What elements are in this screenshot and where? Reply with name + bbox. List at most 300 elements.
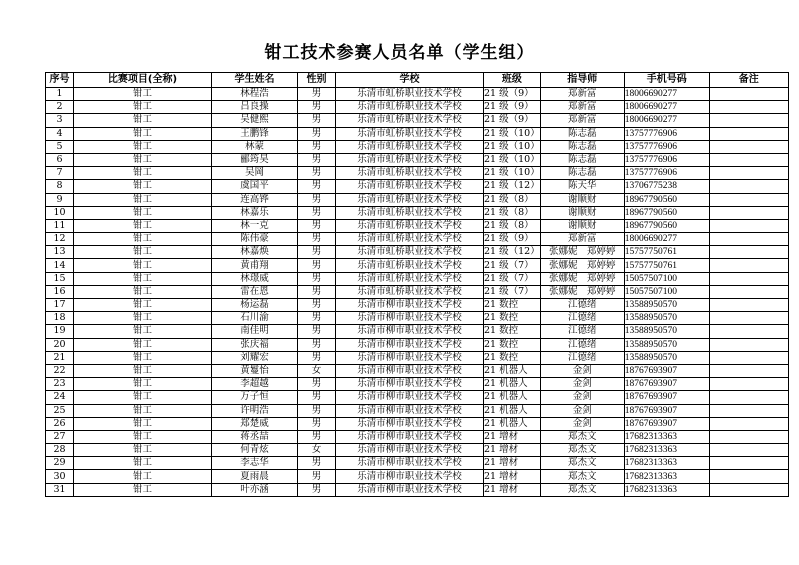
row-event: 钳工	[74, 312, 212, 325]
row-remarks	[709, 312, 788, 325]
row-instructor: 金剑	[540, 391, 624, 404]
header-phone: 手机号码	[624, 73, 709, 88]
row-gender: 男	[298, 457, 336, 470]
row-student-name: 林嘉乐	[212, 206, 298, 219]
row-gender: 男	[298, 233, 336, 246]
row-school: 乐清市虹桥职业技术学校	[336, 140, 484, 153]
row-class: 21 级（10）	[484, 154, 540, 166]
row-instructor: 谢顺财	[540, 219, 624, 232]
header-remarks: 备注	[709, 73, 788, 88]
row-school: 乐清市柳市职业技术学校	[336, 457, 484, 470]
row-class: 21 级（12）	[484, 180, 540, 192]
row-event: 钳工	[74, 483, 212, 496]
row-phone: 17682313363	[624, 470, 709, 483]
row-event: 钳工	[74, 470, 212, 483]
row-remarks	[709, 180, 788, 193]
row-school: 乐清市虹桥职业技术学校	[336, 88, 484, 101]
row-school: 乐清市柳市职业技术学校	[336, 470, 484, 483]
roster-body	[46, 88, 789, 497]
table-row	[46, 272, 789, 285]
row-remarks	[709, 285, 788, 298]
row-remarks	[709, 272, 788, 285]
roster-table	[45, 72, 789, 497]
row-class: 21 级（7）	[484, 259, 541, 272]
row-phone: 15057507100	[624, 272, 709, 285]
table-row	[46, 417, 789, 430]
row-gender: 男	[298, 153, 336, 166]
row-no: 30	[46, 470, 74, 483]
row-gender: 男	[298, 338, 336, 351]
row-student-name: 雷在恩	[212, 285, 298, 298]
row-student-name: 林璟威	[212, 272, 298, 285]
row-school: 乐清市虹桥职业技术学校	[336, 285, 484, 298]
row-class: 21 机器人	[484, 391, 541, 404]
row-class: 21 机器人	[484, 364, 541, 377]
row-event: 钳工	[74, 444, 212, 457]
row-no: 10	[46, 206, 74, 219]
row-remarks	[709, 233, 788, 246]
row-no: 23	[46, 378, 74, 391]
row-event: 钳工	[74, 167, 212, 180]
table-row	[46, 338, 789, 351]
row-gender: 男	[298, 351, 336, 364]
row-instructor: 谢顺财	[540, 206, 624, 219]
row-class: 21 级（8）	[484, 219, 541, 232]
row-event: 钳工	[74, 338, 212, 351]
row-student-name: 黄鬘怡	[212, 364, 298, 377]
row-instructor: 张娜妮 郑婷婷	[540, 272, 624, 285]
row-remarks	[709, 470, 788, 483]
row-class: 21 级（10）	[484, 167, 540, 179]
row-instructor: 郑杰文	[540, 430, 624, 443]
row-no: 21	[46, 351, 74, 364]
row-gender: 男	[298, 167, 336, 180]
row-school: 乐清市虹桥职业技术学校	[336, 193, 484, 206]
row-gender: 男	[298, 88, 336, 101]
row-no: 6	[46, 153, 74, 166]
row-event: 钳工	[74, 259, 212, 272]
row-student-name: 吴健熙	[212, 114, 298, 127]
row-remarks	[709, 246, 788, 259]
page-title: 钳工技术参赛人员名单（学生组）	[264, 43, 535, 63]
row-class: 21 增材	[484, 444, 541, 457]
table-row	[46, 114, 789, 127]
row-remarks	[709, 391, 788, 404]
row-instructor: 江德绪	[540, 312, 624, 325]
row-instructor: 金剑	[540, 417, 624, 430]
row-remarks	[709, 364, 788, 377]
row-class: 21 级（12）	[484, 246, 540, 258]
row-phone: 18767693907	[624, 417, 709, 430]
row-student-name: 许明浩	[212, 404, 298, 417]
row-remarks	[709, 378, 788, 391]
row-phone: 18967790560	[624, 206, 709, 219]
row-gender: 男	[298, 299, 336, 312]
row-class: 21 数控	[484, 338, 541, 351]
row-no: 28	[46, 444, 74, 457]
row-phone: 17682313363	[624, 430, 709, 443]
table-row	[46, 101, 789, 114]
row-phone: 13757776906	[624, 153, 709, 166]
table-row	[46, 246, 789, 259]
row-student-name: 连高铧	[212, 193, 298, 206]
table-row	[46, 470, 789, 483]
table-row	[46, 351, 789, 364]
row-school: 乐清市虹桥职业技术学校	[336, 153, 484, 166]
row-instructor: 张娜妮 郑婷婷	[540, 246, 624, 259]
row-remarks	[709, 88, 788, 101]
row-school: 乐清市虹桥职业技术学校	[336, 167, 484, 180]
row-event: 钳工	[74, 206, 212, 219]
header-student-name: 学生姓名	[212, 73, 298, 88]
row-gender: 男	[298, 378, 336, 391]
row-event: 钳工	[74, 180, 212, 193]
row-no: 2	[46, 101, 74, 114]
row-class: 21 数控	[484, 299, 541, 312]
row-student-name: 李志华	[212, 457, 298, 470]
header-event: 比赛项目(全称)	[74, 73, 212, 88]
row-phone: 18006690277	[624, 101, 709, 114]
row-school: 乐清市柳市职业技术学校	[336, 444, 484, 457]
row-event: 钳工	[74, 351, 212, 364]
row-gender: 男	[298, 259, 336, 272]
row-no: 13	[46, 246, 74, 259]
row-student-name: 郑楚威	[212, 417, 298, 430]
row-event: 钳工	[74, 325, 212, 338]
table-row	[46, 312, 789, 325]
row-school: 乐清市虹桥职业技术学校	[336, 272, 484, 285]
table-row	[46, 430, 789, 443]
row-school: 乐清市虹桥职业技术学校	[336, 206, 484, 219]
row-remarks	[709, 140, 788, 153]
table-row	[46, 299, 789, 312]
row-class: 21 增材	[484, 470, 541, 483]
row-event: 钳工	[74, 233, 212, 246]
table-row	[46, 285, 789, 298]
row-class: 21 级（8）	[484, 206, 541, 219]
row-event: 钳工	[74, 140, 212, 153]
header-school: 学校	[336, 73, 484, 88]
row-student-name: 郦筠昊	[212, 153, 298, 166]
row-phone: 13588950570	[624, 351, 709, 364]
row-instructor: 江德绪	[540, 325, 624, 338]
table-row	[46, 325, 789, 338]
row-event: 钳工	[74, 417, 212, 430]
row-no: 8	[46, 180, 74, 193]
table-row	[46, 457, 789, 470]
table-row	[46, 364, 789, 377]
row-event: 钳工	[74, 127, 212, 140]
row-student-name: 夏雨晨	[212, 470, 298, 483]
row-instructor: 郑新富	[540, 101, 624, 114]
row-event: 钳工	[74, 457, 212, 470]
row-instructor: 陈志磊	[540, 153, 624, 166]
table-row	[46, 153, 789, 166]
row-gender: 女	[298, 444, 336, 457]
row-no: 9	[46, 193, 74, 206]
row-no: 3	[46, 114, 74, 127]
row-remarks	[709, 417, 788, 430]
row-no: 5	[46, 140, 74, 153]
row-no: 11	[46, 219, 74, 232]
row-phone: 15757750761	[624, 259, 709, 272]
row-class: 21 级（10）	[484, 127, 540, 139]
row-gender: 男	[298, 325, 336, 338]
row-phone: 13706775238	[624, 180, 709, 193]
row-remarks	[709, 153, 788, 166]
row-event: 钳工	[74, 101, 212, 114]
row-no: 12	[46, 233, 74, 246]
row-class: 21 级（9）	[484, 88, 541, 101]
row-student-name: 虞国平	[212, 180, 298, 193]
row-school: 乐清市虹桥职业技术学校	[336, 259, 484, 272]
row-school: 乐清市柳市职业技术学校	[336, 417, 484, 430]
row-gender: 男	[298, 285, 336, 298]
row-instructor: 郑新富	[540, 233, 624, 246]
table-row	[46, 167, 789, 180]
header-instructor: 指导师	[540, 73, 624, 88]
row-student-name: 吕良操	[212, 101, 298, 114]
row-instructor: 张娜妮 郑婷婷	[540, 259, 624, 272]
table-row	[46, 483, 789, 496]
row-event: 钳工	[74, 219, 212, 232]
row-school: 乐清市柳市职业技术学校	[336, 312, 484, 325]
row-gender: 男	[298, 272, 336, 285]
row-gender: 男	[298, 312, 336, 325]
row-remarks	[709, 483, 788, 496]
row-phone: 15757750761	[624, 246, 709, 259]
row-phone: 13757776906	[624, 167, 709, 180]
table-row	[46, 391, 789, 404]
row-instructor: 陈天华	[540, 180, 624, 193]
row-no: 17	[46, 299, 74, 312]
table-row	[46, 193, 789, 206]
row-instructor: 郑杰文	[540, 470, 624, 483]
row-remarks	[709, 167, 788, 180]
row-remarks	[709, 351, 788, 364]
row-instructor: 郑新富	[540, 88, 624, 101]
row-class: 21 数控	[484, 351, 541, 364]
row-remarks	[709, 430, 788, 443]
table-row	[46, 378, 789, 391]
row-gender: 男	[298, 219, 336, 232]
row-phone: 18006690277	[624, 88, 709, 101]
row-remarks	[709, 325, 788, 338]
row-phone: 13588950570	[624, 338, 709, 351]
row-event: 钳工	[74, 114, 212, 127]
row-gender: 男	[298, 430, 336, 443]
row-class: 21 级（9）	[484, 233, 541, 246]
row-student-name: 林程浩	[212, 88, 298, 101]
row-student-name: 何青炫	[212, 444, 298, 457]
table-row	[46, 444, 789, 457]
row-student-name: 林嘉焕	[212, 246, 298, 259]
header-class: 班级	[484, 73, 541, 88]
row-event: 钳工	[74, 430, 212, 443]
row-gender: 男	[298, 483, 336, 496]
table-row	[46, 233, 789, 246]
row-school: 乐清市柳市职业技术学校	[336, 364, 484, 377]
row-no: 1	[46, 88, 74, 101]
row-gender: 男	[298, 391, 336, 404]
row-instructor: 金剑	[540, 404, 624, 417]
row-phone: 15057507100	[624, 285, 709, 298]
row-phone: 18006690277	[624, 233, 709, 246]
row-remarks	[709, 259, 788, 272]
row-school: 乐清市柳市职业技术学校	[336, 351, 484, 364]
row-class: 21 级（9）	[484, 101, 541, 114]
row-remarks	[709, 404, 788, 417]
row-class: 21 数控	[484, 312, 541, 325]
row-phone: 13757776906	[624, 127, 709, 140]
header-gender: 性别	[298, 73, 336, 88]
row-class: 21 数控	[484, 325, 541, 338]
row-student-name: 张庆福	[212, 338, 298, 351]
row-no: 14	[46, 259, 74, 272]
row-student-name: 陈伟豪	[212, 233, 298, 246]
row-student-name: 吴岡	[212, 167, 298, 180]
row-student-name: 李超越	[212, 378, 298, 391]
row-student-name: 黄甫翔	[212, 259, 298, 272]
row-student-name: 王鹏锋	[212, 127, 298, 140]
row-school: 乐清市柳市职业技术学校	[336, 404, 484, 417]
row-gender: 男	[298, 140, 336, 153]
row-instructor: 江德绪	[540, 299, 624, 312]
row-school: 乐清市柳市职业技术学校	[336, 325, 484, 338]
row-instructor: 谢顺财	[540, 193, 624, 206]
row-event: 钳工	[74, 193, 212, 206]
row-school: 乐清市柳市职业技术学校	[336, 378, 484, 391]
row-student-name: 林一克	[212, 219, 298, 232]
row-class: 21 机器人	[484, 417, 541, 430]
row-school: 乐清市虹桥职业技术学校	[336, 101, 484, 114]
row-class: 21 级（10）	[484, 140, 540, 152]
row-no: 20	[46, 338, 74, 351]
row-instructor: 郑杰文	[540, 444, 624, 457]
row-gender: 男	[298, 127, 336, 140]
row-event: 钳工	[74, 404, 212, 417]
row-school: 乐清市柳市职业技术学校	[336, 299, 484, 312]
row-phone: 17682313363	[624, 483, 709, 496]
row-school: 乐清市虹桥职业技术学校	[336, 219, 484, 232]
row-remarks	[709, 444, 788, 457]
row-class: 21 增材	[484, 457, 541, 470]
row-no: 27	[46, 430, 74, 443]
row-no: 7	[46, 167, 74, 180]
table-row	[46, 404, 789, 417]
table-row	[46, 180, 789, 193]
row-remarks	[709, 193, 788, 206]
row-phone: 13588950570	[624, 325, 709, 338]
row-phone: 18767693907	[624, 404, 709, 417]
row-school: 乐清市柳市职业技术学校	[336, 430, 484, 443]
row-school: 乐清市虹桥职业技术学校	[336, 127, 484, 140]
row-phone: 13588950570	[624, 312, 709, 325]
row-event: 钳工	[74, 153, 212, 166]
row-instructor: 郑新富	[540, 114, 624, 127]
row-class: 21 机器人	[484, 378, 541, 391]
row-student-name: 林蒙	[212, 140, 298, 153]
header-row	[46, 73, 789, 88]
row-instructor: 陈志磊	[540, 140, 624, 153]
row-instructor: 金剑	[540, 378, 624, 391]
row-instructor: 陈志磊	[540, 127, 624, 140]
row-instructor: 郑杰文	[540, 483, 624, 496]
table-row	[46, 140, 789, 153]
row-school: 乐清市柳市职业技术学校	[336, 391, 484, 404]
row-no: 4	[46, 127, 74, 140]
row-class: 21 级（9）	[484, 114, 541, 127]
row-gender: 男	[298, 417, 336, 430]
row-class: 21 增材	[484, 483, 541, 496]
table-row	[46, 127, 789, 140]
row-phone: 13757776906	[624, 140, 709, 153]
row-phone: 17682313363	[624, 457, 709, 470]
row-no: 24	[46, 391, 74, 404]
row-student-name: 叶亦涵	[212, 483, 298, 496]
row-instructor: 金剑	[540, 364, 624, 377]
row-event: 钳工	[74, 246, 212, 259]
row-event: 钳工	[74, 391, 212, 404]
row-gender: 男	[298, 180, 336, 193]
row-phone: 18006690277	[624, 114, 709, 127]
row-phone: 18767693907	[624, 378, 709, 391]
row-remarks	[709, 114, 788, 127]
row-gender: 男	[298, 404, 336, 417]
row-school: 乐清市虹桥职业技术学校	[336, 246, 484, 259]
row-class: 21 机器人	[484, 404, 541, 417]
row-no: 19	[46, 325, 74, 338]
row-student-name: 蒋丞喆	[212, 430, 298, 443]
row-instructor: 江德绪	[540, 338, 624, 351]
row-phone: 17682313363	[624, 444, 709, 457]
table-row	[46, 88, 789, 101]
row-remarks	[709, 101, 788, 114]
row-phone: 18767693907	[624, 391, 709, 404]
row-class: 21 级（7）	[484, 272, 541, 285]
row-no: 18	[46, 312, 74, 325]
table-row	[46, 206, 789, 219]
row-class: 21 增材	[484, 430, 541, 443]
row-student-name: 刘耀宏	[212, 351, 298, 364]
row-remarks	[709, 206, 788, 219]
row-remarks	[709, 338, 788, 351]
row-phone: 18767693907	[624, 364, 709, 377]
row-gender: 女	[298, 364, 336, 377]
row-remarks	[709, 457, 788, 470]
row-no: 22	[46, 364, 74, 377]
row-instructor: 江德绪	[540, 351, 624, 364]
row-student-name: 石川渝	[212, 312, 298, 325]
row-remarks	[709, 299, 788, 312]
row-event: 钳工	[74, 88, 212, 101]
row-school: 乐清市柳市职业技术学校	[336, 483, 484, 496]
row-remarks	[709, 127, 788, 140]
row-gender: 男	[298, 193, 336, 206]
row-phone: 13588950570	[624, 299, 709, 312]
row-school: 乐清市虹桥职业技术学校	[336, 233, 484, 246]
row-no: 25	[46, 404, 74, 417]
header-no: 序号	[46, 73, 74, 88]
row-phone: 18967790560	[624, 193, 709, 206]
table-row	[46, 259, 789, 272]
row-student-name: 万子恒	[212, 391, 298, 404]
row-instructor: 陈志磊	[540, 167, 624, 180]
row-school: 乐清市虹桥职业技术学校	[336, 114, 484, 127]
row-event: 钳工	[74, 364, 212, 377]
table-row	[46, 219, 789, 232]
row-gender: 男	[298, 470, 336, 483]
